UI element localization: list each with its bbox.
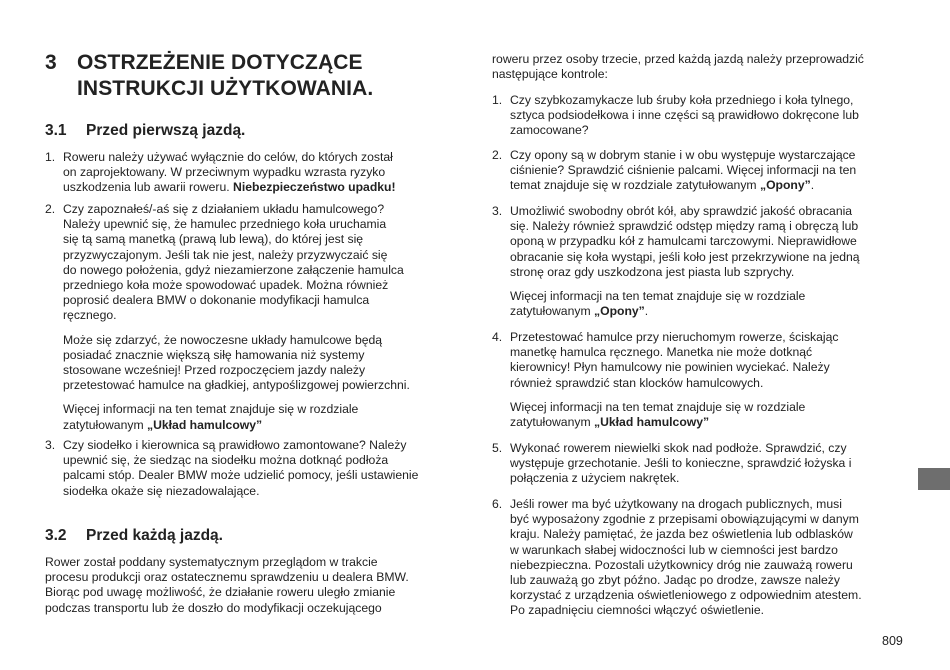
text-line: on zaprojektowany. W przeciwnym wypadku wzrasta ryzyko (63, 165, 386, 180)
text-span: . (810, 178, 815, 193)
section-number: 3.2 (45, 527, 67, 544)
text-line: procesu produkcji oraz ostatecznemu sprawdzeniu u dealera BMW. (45, 570, 409, 585)
page-number: 809 (882, 634, 903, 648)
list-item-text (63, 438, 468, 499)
list-item-number: 3. (45, 438, 56, 452)
text-line (63, 180, 463, 195)
list-item-text (63, 202, 463, 433)
text-line: być wyposażony zgodnie z przepisami obowiązującymi w danym (510, 512, 859, 527)
chapter-number: 3 (45, 51, 57, 74)
text-line: Jeśli rower ma być użytkowany na drogach publicznych, musi (510, 497, 842, 511)
text-line: również sprawdzić stan klocków hamulcowych. (510, 375, 764, 390)
text-line: Należy upewnić się, że hamulec przedniego koła uruchamia (63, 217, 387, 232)
text-line: niebezpieczna. Pozostali użytkownicy dróg nie zauważą roweru (510, 557, 853, 572)
text-span: zatytułowanym (510, 415, 594, 430)
text-line: oponą w przypadku kół z hamulcami tarczowymi. Nieprawidłowe (510, 234, 857, 249)
text-line (510, 304, 905, 319)
chapter-title-line: INSTRUKCJI UŻYTKOWANIA. (77, 77, 374, 100)
text-line: Więcej informacji na ten temat znajduje się w rozdziale (510, 399, 806, 414)
text-line: Po zapadnięciu ciemności włączyć oświetlenie. (510, 603, 765, 618)
chapter-reference: „Opony” (594, 304, 645, 319)
list-item-number: 5. (492, 441, 503, 455)
text-line: kierownicy! Płyn hamulcowy nie powinien wyciekać. Należy (510, 360, 830, 375)
text-span: . (644, 304, 649, 319)
chapter-reference: „Układ hamulcowy” (147, 417, 263, 432)
list-item-number: 2. (492, 148, 503, 162)
chapter-reference: „Układ hamulcowy” (594, 415, 710, 430)
text-line: upewnić się, że siedząc na siodełku można dotknąć podłoża (63, 453, 389, 468)
section-number: 3.1 (45, 122, 67, 139)
text-line: ciśnienie? Sprawdzić ciśnienie palcami. Więcej informacji na ten (510, 163, 857, 178)
list-item-text (63, 150, 463, 196)
text-span: zatytułowanym (63, 417, 147, 432)
list-item-text (510, 441, 905, 487)
list-item-number: 1. (45, 150, 56, 164)
text-line: Umożliwić swobodny obrót kół, aby sprawdzić jakość obracania (510, 204, 853, 218)
list-item-text (510, 93, 905, 139)
intro-paragraph (492, 52, 907, 82)
list-item-text (510, 148, 905, 194)
section-title: Przed pierwszą jazdą. (86, 122, 246, 139)
text-span: zatytułowanym (510, 304, 594, 319)
text-line: manetkę hamulca ręcznego. Manetka nie może dotknąć (510, 345, 813, 360)
text-line: siodełka okaże się niezadowalające. (63, 483, 260, 498)
text-line: poprosić dealera BMW o dokonanie modyfikacji hamulca (63, 293, 370, 308)
text-line: stronę oraz gdy uszkodzona jest piasta lub szprychy. (510, 264, 795, 279)
warning-text: Niebezpieczeństwo upadku! (233, 180, 396, 195)
text-line: Czy szybkozamykacze lub śruby koła przedniego i koła tylnego, (510, 93, 854, 107)
list-item-number: 4. (492, 330, 503, 344)
list-item-text (510, 330, 905, 430)
list-item-text (510, 204, 905, 319)
text-line: Czy zapoznałeś/-aś się z działaniem układu hamulcowego? (63, 202, 385, 216)
text-line: zamocowane? (510, 123, 589, 138)
list-item-number: 3. (492, 204, 503, 218)
text-line (510, 415, 905, 430)
text-line: przyzwyczajonym. Jeśli tak nie jest, należy przyzwyczaić się (63, 247, 388, 262)
text-line: Czy siodełko i kierownica są prawidłowo zamontowane? Należy (63, 438, 407, 452)
chapter-reference: „Opony” (759, 178, 811, 193)
text-line: następujące kontrole: (492, 67, 608, 82)
text-line: podczas transportu lub że doszło do modyfikacji oczekującego (45, 600, 382, 615)
chapter-title-line: OSTRZEŻENIE DOTYCZĄCE (77, 51, 363, 74)
text-line: przedniego koła może spowodować upadek. Można również (63, 278, 389, 293)
list-item-number: 6. (492, 497, 503, 511)
text-line: Przetestować hamulce przy nieruchomym rowerze, ściskając (510, 330, 839, 344)
text-line: połączenia z użyciem nakrętek. (510, 471, 680, 486)
list-item-number: 1. (492, 93, 503, 107)
text-line: stosowane wcześniej! Przed rozpoczęciem jazdy należy (63, 363, 366, 378)
text-line: występuje grzechotanie. Jeśli to konieczne, sprawdzić łożyska i (510, 456, 852, 471)
text-line: Rower został poddany systematycznym przeglądom w trakcie (45, 555, 378, 569)
text-line: palcami stóp. Dealer BMW może udzielić pomocy, jeśli ustawienie (63, 468, 419, 483)
text-line: się tą samą manetką (prawą lub lewą), do której jest się (63, 232, 364, 247)
text-line: kraju. Należy pamiętać, że jazda bez oświetlenia lub odblasków (510, 527, 853, 542)
text-line (510, 178, 905, 193)
text-line: przetestować hamulce na gładkiej, antypoślizgowej powierzchni. (63, 378, 410, 393)
section-paragraph (45, 555, 465, 616)
text-span: uszkodzenia lub awarii roweru. (63, 180, 234, 195)
text-line: Roweru należy używać wyłącznie do celów, do których został (63, 150, 393, 164)
chapter-tab-marker (918, 468, 950, 490)
section-title: Przed każdą jazdą. (86, 527, 223, 544)
text-line: korzystać z urządzenia oświetleniowego z odpowiednim atestem. (510, 588, 862, 603)
text-line: obracanie się koła wystąpi, jeśli koło jest przekrzywione na jedną (510, 249, 860, 264)
text-line: się. Należy również sprawdzić odstęp między ramą i obręczą lub (510, 219, 859, 234)
text-line: w warunkach słabej widoczności lub w ciemności jest bardzo (510, 542, 838, 557)
text-line: Więcej informacji na ten temat znajduje się w rozdziale (510, 289, 806, 304)
list-item-text (510, 497, 905, 619)
text-line: do nowego położenia, gdyż niezamierzone załączenie hamulca (63, 262, 404, 277)
list-item-number: 2. (45, 202, 56, 216)
text-line: Wykonać rowerem niewielki skok nad podłoże. Sprawdzić, czy (510, 441, 847, 455)
text-line: Może się zdarzyć, że nowoczesne układy hamulcowe będą (63, 332, 383, 347)
text-line: roweru przez osoby trzecie, przed każdą jazdą należy przeprowadzić (492, 52, 864, 66)
text-line: sztyca podsiodełkowa i inne części są prawidłowo dokręcone lub (510, 108, 859, 123)
text-line: Czy opony są w dobrym stanie i w obu występuje wystarczające (510, 148, 856, 162)
chapter-title (77, 50, 477, 102)
text-line: Więcej informacji na ten temat znajduje się w rozdziale (63, 402, 359, 417)
text-line: Biorąc pod uwagę możliwość, że działanie roweru uległo zmianie (45, 585, 396, 600)
text-line (63, 418, 463, 433)
text-span: temat znajduje się w rozdziale zatytułowanym (510, 178, 760, 193)
text-line: posiadać znacznie większą siłę hamowania niż systemy (63, 347, 365, 362)
text-line: ręcznego. (63, 308, 117, 323)
text-line: lub zauważą go zbyt późno. Jadąc po drodze, zawsze należy (510, 573, 840, 588)
